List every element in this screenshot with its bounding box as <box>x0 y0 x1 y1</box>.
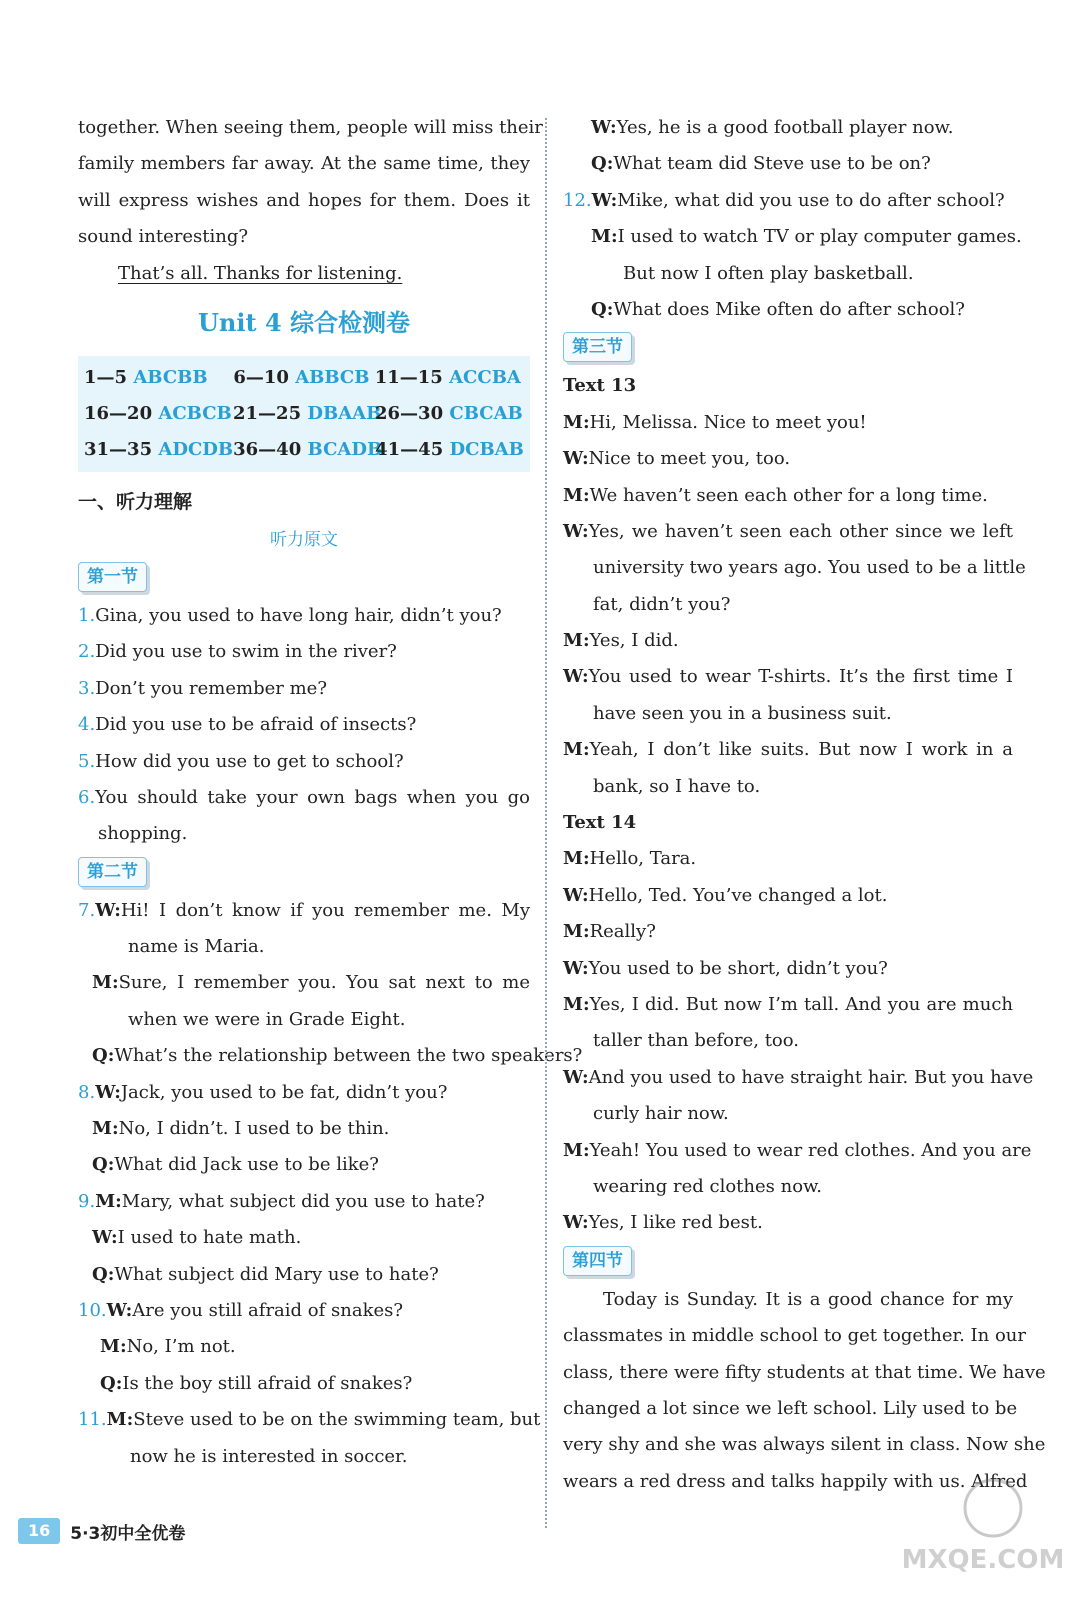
speaker-colon: : <box>582 411 590 433</box>
dialogue-text: Yes, I like red best. <box>588 1212 763 1234</box>
item-number: 10. <box>78 1299 107 1321</box>
speaker-colon: : <box>582 957 589 979</box>
speaker-colon: : <box>582 921 590 943</box>
item-number: 12. <box>563 189 592 211</box>
dialogue-text: bank, so I have to. <box>593 775 761 797</box>
dialogue-line <box>563 659 1013 695</box>
dialogue-line <box>78 1293 530 1329</box>
dialogue-text: Yes, we haven’t seen each other since we left <box>588 520 1013 542</box>
speaker-colon: : <box>610 226 618 248</box>
dialogue-line <box>563 1205 1013 1241</box>
speaker-label: W <box>563 520 582 542</box>
dialogue-line <box>78 1147 530 1183</box>
speaker-label: M <box>591 226 611 248</box>
speaker-colon: : <box>126 1409 134 1431</box>
watermark-text: MXQE.COM <box>901 1545 1065 1575</box>
speaker-colon: : <box>582 666 589 688</box>
speaker-label: Q <box>100 1372 116 1394</box>
dialogue-text: Yes, I did. But now I’m tall. And you are much <box>589 993 1013 1015</box>
speaker-label: W <box>563 1066 582 1088</box>
speaker-colon: : <box>114 899 121 921</box>
item-number: 3. <box>78 677 96 699</box>
speaker-colon: : <box>125 1299 133 1321</box>
question-line <box>78 598 530 634</box>
speaker-label: M <box>92 1118 112 1140</box>
speaker-colon: : <box>582 1066 589 1088</box>
answer-letters: ABCBB <box>133 366 208 388</box>
passage-line: classmates in middle school to get together. In our <box>563 1325 1026 1347</box>
speaker-colon: : <box>107 1045 115 1067</box>
dialogue-line <box>563 623 1013 659</box>
dialogue-line <box>563 878 1013 914</box>
dialogue-text: Yeah! You used to wear red clothes. And you are <box>589 1139 1032 1161</box>
question-text: Did you use to swim in the river? <box>95 641 397 663</box>
dialogue-text: taller than before, too. <box>593 1030 800 1052</box>
speaker-label: M <box>563 411 583 433</box>
item-number: 1. <box>78 604 96 626</box>
dialogue-line <box>563 987 1013 1023</box>
watermark-logo <box>893 1470 1073 1580</box>
answer-letters: ACBCB <box>158 402 232 424</box>
dialogue-line <box>78 1038 583 1074</box>
dialogue-line <box>563 1023 1013 1059</box>
passage-line: very shy and she was always silent in class. Now she <box>563 1434 1046 1456</box>
speaker-colon: : <box>582 884 589 906</box>
dialogue-line <box>563 146 1013 182</box>
answer-range: 36—40 <box>233 438 302 460</box>
speaker-label: W <box>563 1212 582 1234</box>
speaker-colon: : <box>582 848 590 870</box>
speaker-label: M <box>563 630 583 652</box>
dialogue-line <box>563 769 1013 805</box>
section-tag-part4-wrap <box>563 1242 1013 1282</box>
answer-cell <box>233 396 382 432</box>
section-tag-part3: 第三节 <box>563 332 632 362</box>
question-line <box>78 707 530 743</box>
question-text: shopping. <box>98 823 188 845</box>
speaker-label: W <box>95 1081 115 1103</box>
dialogue-text: Yeah, I don’t like suits. But now I work in a <box>589 739 1013 761</box>
answer-cell <box>233 432 383 468</box>
dialogue-text: wearing red clothes now. <box>593 1175 823 1197</box>
dialogue-line <box>78 1184 530 1220</box>
dialogue-text: You used to be short, didn’t you? <box>588 957 888 979</box>
speaker-label: W <box>591 117 610 138</box>
answer-row <box>84 360 524 396</box>
closing-text: That’s all. Thanks for listening. <box>118 262 403 284</box>
question-line <box>78 816 530 852</box>
dialogue-line <box>563 478 1013 514</box>
column-divider <box>545 118 547 1528</box>
speaker-label: W <box>106 1299 126 1321</box>
dialogue-line <box>563 1096 1013 1132</box>
speaker-colon: : <box>111 1227 118 1249</box>
speaker-label: M <box>563 739 583 761</box>
dialogue-text: What does Mike often do after school? <box>613 298 965 320</box>
speaker-label: Q <box>92 1154 108 1176</box>
answer-range: 11—15 <box>374 366 443 388</box>
speaker-colon: : <box>107 1263 115 1285</box>
dialogue-line <box>78 1257 530 1293</box>
dialogue-text: Hello, Ted. You’ve changed a lot. <box>588 884 888 906</box>
item-number: 9. <box>78 1190 96 1212</box>
dialogue-line <box>563 951 1013 987</box>
dialogue-line <box>563 1060 1034 1096</box>
speaker-colon: : <box>582 520 589 542</box>
answer-letters: DBAAB <box>307 402 382 424</box>
dialogue-line <box>78 965 530 1001</box>
answer-cell <box>375 432 524 468</box>
dialogue-text: Are you still afraid of snakes? <box>132 1299 404 1321</box>
answer-range: 26—30 <box>375 402 444 424</box>
dialogue-line <box>563 441 1013 477</box>
speaker-label: W <box>563 884 582 906</box>
speaker-colon: : <box>582 739 590 761</box>
dialogue-text: Hi! I don’t know if you remember me. My <box>120 899 530 921</box>
closing-line <box>78 256 530 292</box>
speaker-colon: : <box>610 117 617 138</box>
answer-letters: ADCDB <box>158 438 234 460</box>
dialogue-text: Jack, you used to be fat, didn’t you? <box>120 1081 448 1103</box>
question-line <box>78 744 530 780</box>
speaker-label: W <box>92 1227 111 1249</box>
answer-range: 41—45 <box>375 438 444 460</box>
dialogue-line <box>563 587 1013 623</box>
dialogue-line <box>78 1439 530 1475</box>
speaker-colon: : <box>582 1139 590 1161</box>
dialogue-text: I used to watch TV or play computer games. <box>617 226 1022 248</box>
speaker-label: M <box>563 993 583 1015</box>
passage-line: sound interesting? <box>78 226 248 248</box>
dialogue-text: when we were in Grade Eight. <box>128 1008 406 1030</box>
speaker-colon: : <box>610 189 618 211</box>
speaker-colon: : <box>606 153 614 175</box>
dialogue-line <box>78 1366 530 1402</box>
section-tag-part1-wrap <box>78 558 530 598</box>
speaker-label: W <box>563 448 582 470</box>
dialogue-line <box>563 219 1022 255</box>
section-heading: 一、听力理解 <box>78 490 193 513</box>
answer-range: 1—5 <box>84 366 128 388</box>
dialogue-text: now he is interested in soccer. <box>130 1445 408 1467</box>
speaker-colon: : <box>582 630 590 652</box>
item-number: 8. <box>78 1081 96 1103</box>
dialogue-text: fat, didn’t you? <box>593 593 731 615</box>
dialogue-line <box>78 1402 541 1438</box>
answer-cell <box>375 360 524 396</box>
speaker-colon: : <box>119 1336 127 1358</box>
dialogue-line <box>563 732 1013 768</box>
section-tag-part1: 第一节 <box>78 562 147 592</box>
speaker-label: Q <box>92 1045 108 1067</box>
answer-cell <box>375 396 524 432</box>
sub-heading: 听力原文 <box>270 529 338 550</box>
section-tag-part3-wrap <box>563 328 1013 368</box>
speaker-colon: : <box>111 1118 119 1140</box>
speaker-label: M <box>563 1139 583 1161</box>
dialogue-text: What subject did Mary use to hate? <box>114 1263 439 1285</box>
speaker-label: M <box>92 972 112 994</box>
speaker-label: M <box>106 1409 127 1431</box>
passage-line: will express wishes and hopes for them. Does it <box>78 189 530 211</box>
dialogue-text: What team did Steve use to be on? <box>613 153 931 175</box>
dialogue-line <box>78 1111 530 1147</box>
answer-letters: ACCBA <box>449 366 521 388</box>
text-14-title: Text 14 <box>563 812 637 834</box>
speaker-label: M <box>100 1336 120 1358</box>
speaker-label: W <box>591 189 611 211</box>
dialogue-text: Hello, Tara. <box>589 848 697 870</box>
speaker-label: M <box>563 848 583 870</box>
speaker-colon: : <box>582 448 589 470</box>
dialogue-line <box>563 514 1013 550</box>
speaker-label: Q <box>591 153 607 175</box>
dialogue-text: I used to hate math. <box>117 1227 302 1249</box>
dialogue-text: We haven’t seen each other for a long time. <box>589 484 988 506</box>
dialogue-line <box>563 110 1013 146</box>
dialogue-text: You used to wear T-shirts. It’s the first time I <box>588 666 1013 688</box>
dialogue-text: have seen you in a business suit. <box>593 702 892 724</box>
dialogue-line <box>563 914 1013 950</box>
answer-cell <box>84 396 233 432</box>
speaker-label: Q <box>92 1263 108 1285</box>
passage-line: wears a red dress and talks happily with us. Alfred <box>563 1470 1028 1492</box>
book-title: 5·3初中全优卷 <box>70 1523 186 1544</box>
dialogue-line <box>563 1169 1013 1205</box>
dialogue-line <box>563 841 1013 877</box>
passage-line: changed a lot since we left school. Lily used to be <box>563 1397 1018 1419</box>
dialogue-line <box>78 1329 530 1365</box>
question-text: How did you use to get to school? <box>95 750 404 772</box>
dialogue-text: And you used to have straight hair. But you have <box>588 1066 1034 1088</box>
speaker-colon: : <box>111 972 119 994</box>
answer-range: 6—10 <box>233 366 289 388</box>
question-line <box>78 671 530 707</box>
dialogue-text: Really? <box>589 921 656 943</box>
dialogue-line <box>78 1220 530 1256</box>
question-line <box>78 634 530 670</box>
answer-letters: BCADB <box>307 438 383 460</box>
section-tag-part4: 第四节 <box>563 1246 632 1276</box>
dialogue-line <box>563 1133 1032 1169</box>
speaker-label: Q <box>591 298 607 320</box>
question-text: Don’t you remember me? <box>95 677 327 699</box>
speaker-label: W <box>95 899 115 921</box>
speaker-colon: : <box>115 1190 122 1212</box>
dialogue-text: Mike, what did you use to do after school? <box>617 189 1005 211</box>
dialogue-text: What did Jack use to be like? <box>114 1154 379 1176</box>
speaker-colon: : <box>582 993 590 1015</box>
speaker-colon: : <box>606 298 614 320</box>
speaker-colon: : <box>582 1212 589 1234</box>
dialogue-line <box>563 696 1013 732</box>
item-number: 11. <box>78 1409 107 1431</box>
answer-letters: CBCAB <box>449 402 523 424</box>
dialogue-line <box>78 1002 530 1038</box>
right-column <box>563 110 1046 1500</box>
answer-cell <box>84 360 233 396</box>
answer-row <box>84 432 524 468</box>
dialogue-text: But now I often play basketball. <box>623 262 914 284</box>
speaker-colon: : <box>115 1372 123 1394</box>
speaker-label: M <box>95 1190 116 1212</box>
speaker-label: W <box>563 666 582 688</box>
passage-line: family members far away. At the same time, they <box>78 153 530 175</box>
speaker-label: W <box>563 957 582 979</box>
answer-row <box>84 396 524 432</box>
passage-line: Today is Sunday. It is a good chance for my <box>603 1288 1013 1310</box>
speaker-label: M <box>563 921 583 943</box>
speaker-label: M <box>563 484 583 506</box>
question-text: You should take your own bags when you go <box>95 786 530 808</box>
speaker-colon: : <box>114 1081 121 1103</box>
item-number: 4. <box>78 714 96 736</box>
dialogue-text: Is the boy still afraid of snakes? <box>122 1372 413 1394</box>
page-footer <box>18 1516 185 1546</box>
answer-letters: DCBAB <box>449 438 524 460</box>
dialogue-line <box>563 405 1013 441</box>
page-number: 16 <box>18 1518 60 1544</box>
question-text: Gina, you used to have long hair, didn’t you? <box>95 604 502 626</box>
dialogue-text: Yes, I did. <box>589 630 679 652</box>
dialogue-line <box>563 256 1013 292</box>
dialogue-line <box>563 550 1026 586</box>
answer-key <box>78 356 530 472</box>
answer-cell <box>233 360 374 396</box>
answer-letters: ABBCB <box>295 366 370 388</box>
dialogue-text: What’s the relationship between the two speakers? <box>114 1045 583 1067</box>
dialogue-text: Mary, what subject did you use to hate? <box>121 1190 485 1212</box>
text-13-title: Text 13 <box>563 375 637 397</box>
passage-line: together. When seeing them, people will miss their <box>78 117 543 138</box>
answer-range: 31—35 <box>84 438 153 460</box>
unit-title: Unit 4 综合检测卷 <box>198 307 410 337</box>
dialogue-text: No, I’m not. <box>126 1336 236 1358</box>
dialogue-text: Sure, I remember you. You sat next to me <box>118 972 530 994</box>
question-line <box>78 780 530 816</box>
dialogue-line <box>563 183 1013 219</box>
answer-cell <box>84 432 233 468</box>
section-tag-part2-wrap <box>78 853 530 893</box>
dialogue-line <box>78 1075 530 1111</box>
speaker-colon: : <box>582 484 590 506</box>
question-text: Did you use to be afraid of insects? <box>95 714 417 736</box>
dialogue-line <box>78 893 530 929</box>
dialogue-text: name is Maria. <box>128 936 265 958</box>
dialogue-text: university two years ago. You used to be a little <box>593 557 1026 579</box>
dialogue-text: Steve used to be on the swimming team, but <box>133 1409 541 1431</box>
dialogue-text: Hi, Melissa. Nice to meet you! <box>589 411 867 433</box>
dialogue-text: Yes, he is a good football player now. <box>616 117 954 138</box>
dialogue-text: No, I didn’t. I used to be thin. <box>118 1118 390 1140</box>
item-number: 5. <box>78 750 96 772</box>
speaker-colon: : <box>107 1154 115 1176</box>
dialogue-line <box>563 292 1013 328</box>
dialogue-text: Nice to meet you, too. <box>588 448 791 470</box>
passage-line: class, there were fifty students at that time. We have <box>563 1361 1046 1383</box>
section-tag-part2: 第二节 <box>78 857 147 887</box>
answer-range: 16—20 <box>84 402 153 424</box>
dialogue-line <box>78 929 530 965</box>
left-column <box>78 110 583 1475</box>
item-number: 2. <box>78 641 96 663</box>
answer-range: 21—25 <box>233 402 302 424</box>
item-number: 6. <box>78 786 96 808</box>
dialogue-text: curly hair now. <box>593 1103 729 1125</box>
item-number: 7. <box>78 899 96 921</box>
